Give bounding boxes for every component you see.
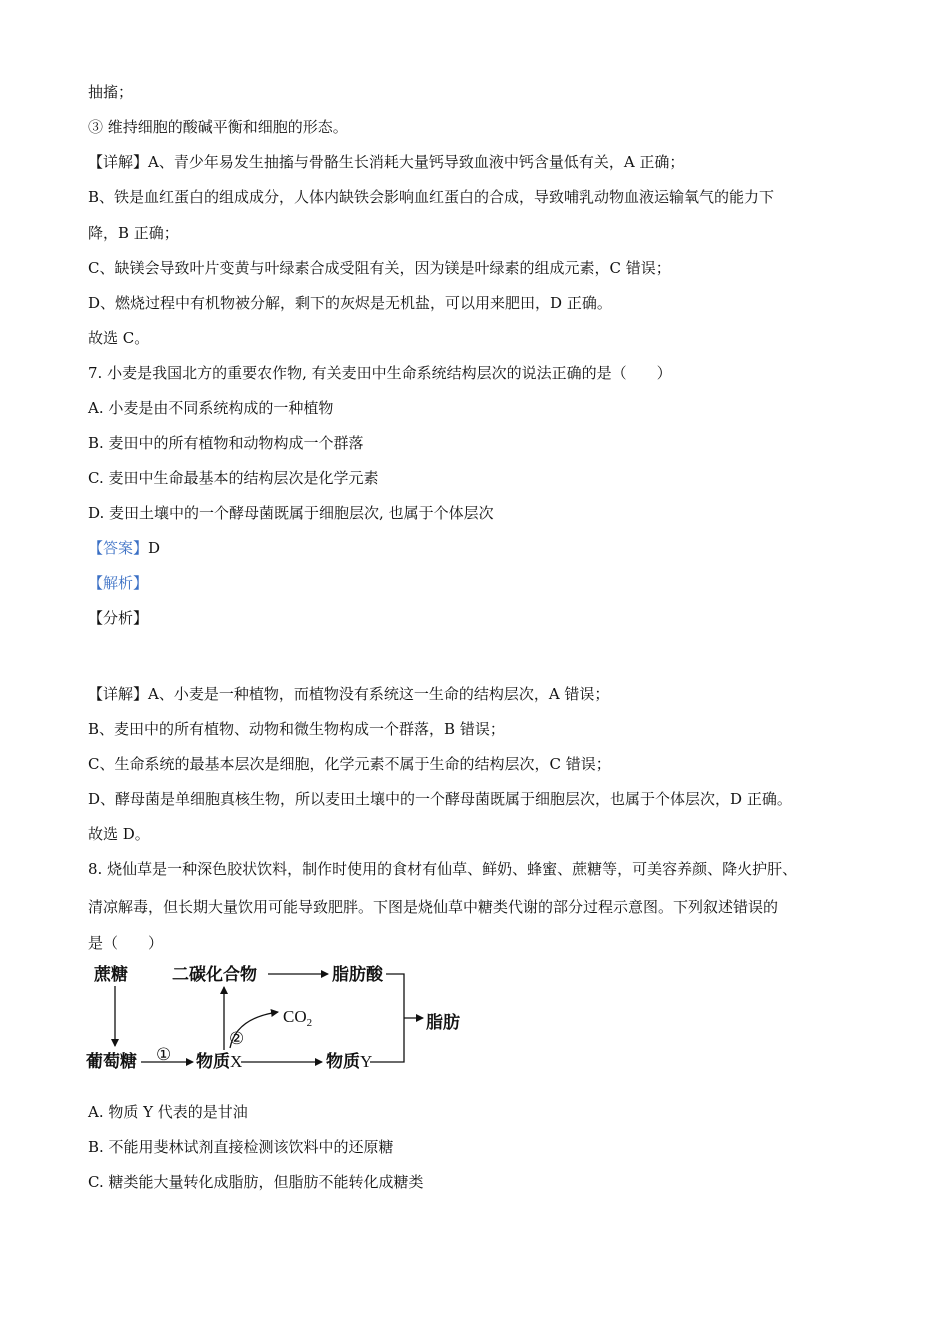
sucrose-label: 蔗糖 [94,965,128,985]
merge-bracket [370,974,404,1062]
text-line: 【详解】A、青少年易发生抽搐与骨骼生长消耗大量钙导致血液中钙含量低有关，A 正确； [88,153,685,171]
substance-y-label: 物质Y [326,1052,373,1072]
step-2-label: ② [229,1029,245,1049]
question-8: 8. 烧仙草是一种深色胶状饮料，制作时使用的食材有仙草、鲜奶、蜂蜜、蔗糖等，可美容养颜、降火护肝、 [88,860,798,878]
analysis-tag: 【解析】 [88,574,149,592]
text-line: D、燃烧过程中有机物被分解，剩下的灰烬是无机盐，可以用来肥田，D 正确。 [88,294,612,312]
co2-label: $CO_2$ [283,1007,313,1029]
text-line: C、缺镁会导致叶片变黄与叶绿素合成受阻有关，因为镁是叶绿素的组成元素，C 错误； [88,259,671,277]
option-b: B. 麦田中的所有植物和动物构成一个群落 [88,434,364,452]
text-line: 清凉解毒，但长期大量饮用可能导致肥胖。下图是烧仙草中糖类代谢的部分过程示意图。下列叙述错误的 [88,898,779,916]
fatty-acid-label: 脂肪酸 [332,965,383,985]
text-line: 降，B 正确； [88,224,179,242]
option-c: C. 麦田中生命最基本的结构层次是化学元素 [88,469,379,487]
q8-option-b: B. 不能用斐林试剂直接检测该饮料中的还原糖 [88,1138,394,1156]
text-line: 是（ ） [88,934,164,952]
option-a: A. 小麦是由不同系统构成的一种植物 [88,399,334,417]
question-7: 7. 小麦是我国北方的重要农作物, 有关麦田中生命系统结构层次的说法正确的是（ ） [88,364,672,382]
text-line: B、麦田中的所有植物、动物和微生物构成一个群落，B 错误； [88,720,505,738]
text-line: C、生命系统的最基本层次是细胞，化学元素不属于生命的结构层次，C 错误； [88,755,611,773]
q8-option-a: A. 物质 Y 代表的是甘油 [88,1103,248,1121]
step-1-label: ① [156,1045,172,1065]
answer-tag: 【答案】 [88,539,149,557]
substance-x-label: 物质X [196,1052,243,1072]
text-line: 故选 C。 [88,329,150,347]
text-line: 【详解】A、小麦是一种植物，而植物没有系统这一生命的结构层次，A 错误； [88,685,610,703]
sugar-metabolism-diagram [86,960,486,1080]
analysis-heading: 【分析】 [88,609,149,627]
text-line: B、铁是血红蛋白的组成成分，人体内缺铁会影响血红蛋白的合成，导致哺乳动物血液运输氧气的能力下 [88,188,775,206]
two-carbon-label: 二碳化合物 [172,965,257,985]
glucose-label: 葡萄糖 [86,1052,137,1072]
text-line: 故选 D。 [88,825,150,843]
fat-label: 脂肪 [426,1013,460,1033]
q8-option-c: C. 糖类能大量转化成脂肪，但脂肪不能转化成糖类 [88,1173,424,1191]
text-line: ③ 维持细胞的酸碱平衡和细胞的形态。 [88,118,348,136]
option-d: D. 麦田土壤中的一个酵母菌既属于细胞层次, 也属于个体层次 [88,504,494,522]
answer-value: D [148,539,161,557]
answer-line [88,538,160,558]
text-line: 抽搐； [88,83,134,101]
text-line: D、酵母菌是单细胞真核生物，所以麦田土壤中的一个酵母菌既属于细胞层次，也属于个体层次，D 正确。 [88,790,792,808]
